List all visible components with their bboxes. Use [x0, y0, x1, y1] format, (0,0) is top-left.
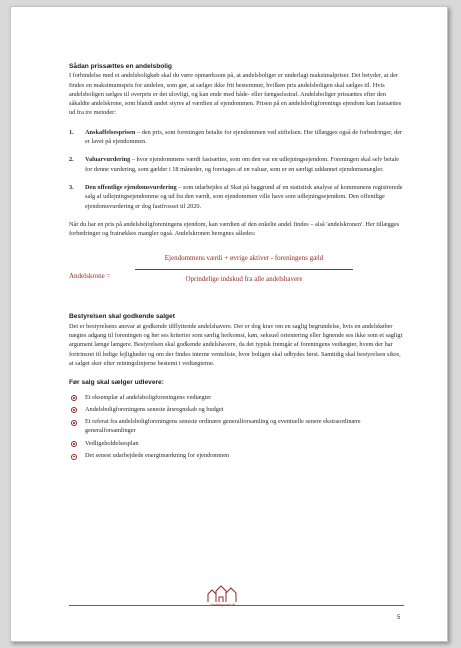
section-heading-documents: Før salg skal sælger udlevere: — [69, 379, 164, 387]
andelsportal-logo — [203, 583, 243, 613]
list-item — [69, 183, 404, 211]
list-item-text: Andelsboligforeningens seneste årsregnskab og budget — [85, 405, 224, 413]
formula-lhs: Andelskrone = — [69, 272, 111, 281]
list-item-text: Et eksemplar af andelsboligforeningens vedtægter — [85, 393, 212, 401]
formula-fraction — [135, 254, 353, 284]
list-number: 1. — [69, 128, 74, 136]
section-heading-pricing: Sådan prissættes en andelsbolig — [69, 63, 172, 70]
pricing-methods-list — [69, 128, 404, 211]
list-number: 2. — [69, 156, 74, 164]
method-term: Anskaffelsesprisen — [85, 128, 136, 136]
method-description: – hvor ejendommens værdi fastsættes, som om den var en udlejningsejendom. Foreningen skal selv betale for denne vurdering, som gælder i 18 måneder, og foretages af en valuar, som er en særligt uddannet ejendomsmægler. — [85, 156, 400, 173]
page-number: 5 — [397, 615, 401, 621]
method-description: – den pris, som foreningen betalte for ejendommen ved stiftelsen. Her tillægges også de forbedringer, der er lavet på ejendommen. — [85, 128, 403, 146]
bullet-icon — [71, 395, 77, 401]
board-paragraph: Det er bestyrelsens ansvar at godkende tilflyttende andelshavere. Der er dog krav om en saglig begrundelse, hvis en andelskøber nægtes adgang til foreningen og her ses kriterier som særlig herkomst, køn, seksuel orientering eller lignende ses ikke som et sagligt argument længe længere. Bestyrelsen skal godkende andelshavere, da det typisk fremgår af foreningens vedtægter, hvem der har fortrinsret til ledige lejligheder og om der findes interne venteliste, hvor boligen skal udbydes først. Samtidig skal bestyrelsen sikre, at salget sker efter retningslinjerne bestemt i vedtægterne. — [69, 322, 403, 367]
list-item — [69, 451, 404, 460]
method-term: Valuarvurdering — [85, 156, 131, 164]
method-description: – som udarbejdes af Skat på baggrund af en statistisk analyse af kommunens registrerede salg af udlejningsejendomme og ud fra den værdi, som ejendommen ville have som udlejningsejendom. Den offentlige ejendomsvurdering er dog fastfrosset til 2020. — [85, 183, 403, 210]
list-item — [69, 405, 404, 414]
houses-logo-icon — [206, 583, 240, 603]
formula-numerator: Ejendommens værdi + øvrige aktiver - foreningens gæld — [164, 254, 324, 263]
bullet-icon — [71, 407, 77, 413]
list-item-text: Et referat fra andelsboligforeningens seneste ordinære generalforsamling og eventuelle senere ekstraordinære generalforsamlinger — [85, 418, 361, 435]
pricing-intro-paragraph: I forbindelse med et andelsboligkøb skal du være opmærksom på, at andelsboliger er underlagt maksimalpriser. Det betyder, at der findes en maksimumspris for andelen, som gør, at sælger ikke frit bestemmer, hvilken pris andelsboligen skal sælges til. Hvis andelsboligen sælges til overpris er det ulovligt, og kan ende med både- eller fængselsstraf. Andelsboliger prissættes efter den såkaldte andelskrone, som blandt andet styres af værdien af ejendommen. Prisen på en andelsboligforenings ejendom kan fastsættes ud fra tre metoder: — [69, 72, 402, 117]
logo-text: Andelsportal.dk — [210, 603, 236, 607]
list-item — [69, 393, 404, 402]
section-heading-board: Bestyrelsen skal godkende salget — [69, 313, 175, 321]
document-page — [10, 6, 448, 642]
list-item — [69, 128, 404, 147]
bullet-icon — [71, 441, 77, 447]
footer-divider — [69, 605, 404, 606]
list-item — [69, 439, 404, 448]
list-item-text: Det senest udarbejdede energimærkning for ejendommen — [85, 452, 230, 460]
andelskrone-formula — [69, 254, 404, 306]
bullet-icon — [71, 454, 77, 460]
documents-list — [69, 393, 404, 461]
andelskrone-paragraph: Når du har en pris på andelsboligforeningens ejendom, kan værdien af den enkelte andel findes – alså 'andelskronen'. Her tillægges forbedringer og fratrækkes mangler også. Andelskronen beregnes således: — [69, 220, 400, 238]
list-item — [69, 155, 404, 174]
list-number: 3. — [69, 183, 74, 191]
page-content — [69, 62, 404, 463]
list-item — [69, 417, 404, 436]
list-item-text: Vedligeholdelsesplan — [85, 439, 139, 447]
formula-denominator: Oprindelige indskud fra alle andelshavere — [185, 274, 303, 283]
method-term: Den offentlige ejendomsvurdering — [85, 183, 177, 191]
bullet-icon — [71, 420, 77, 426]
